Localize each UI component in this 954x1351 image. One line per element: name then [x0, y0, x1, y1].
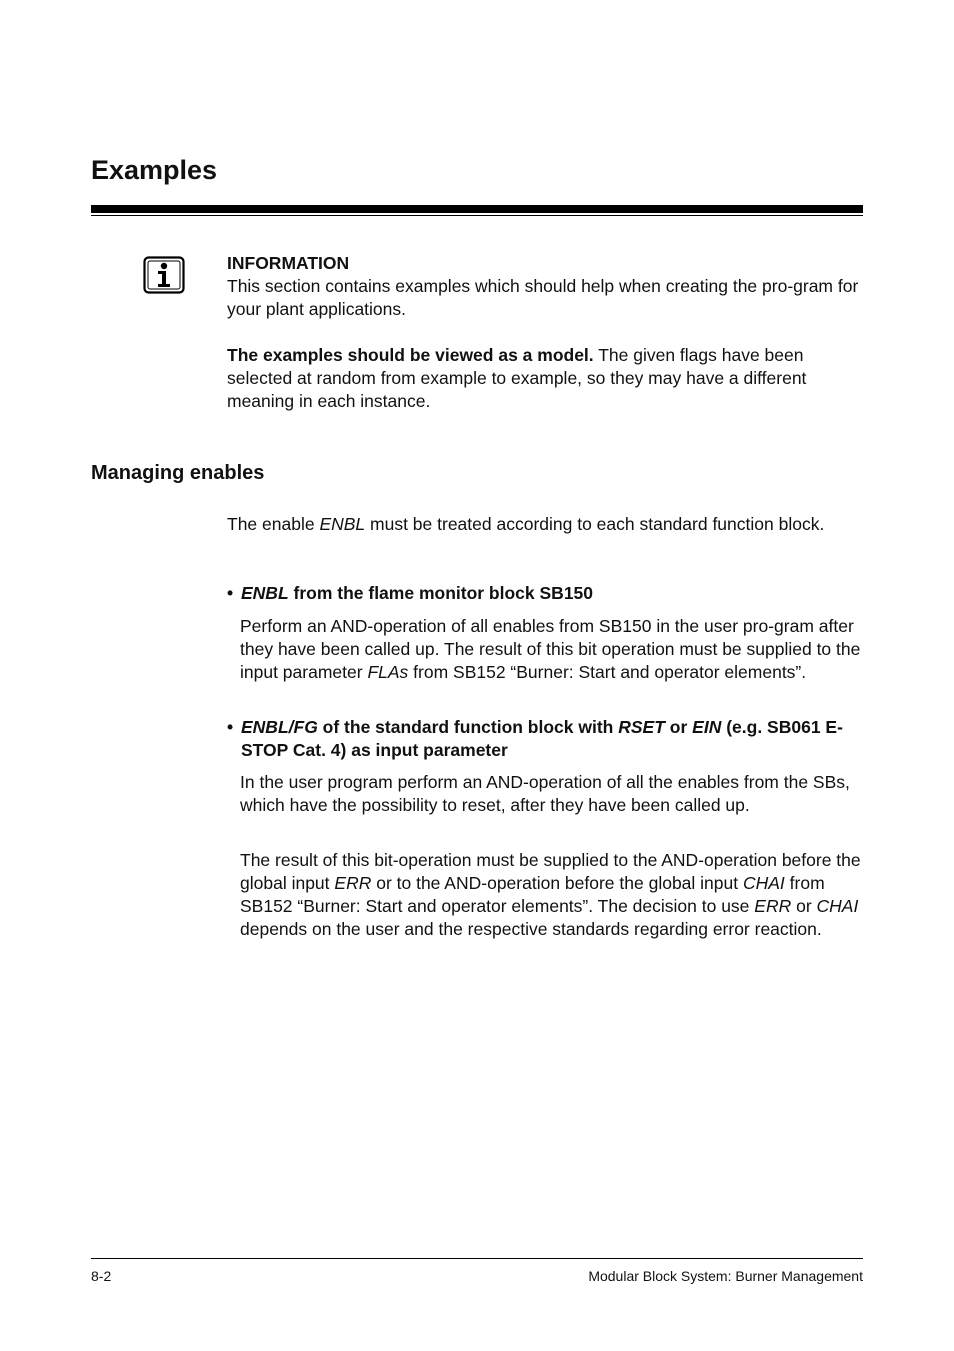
para-param: CHAI: [742, 873, 785, 893]
para-text-end: depends on the user and the respective standards regarding error reaction.: [240, 919, 822, 939]
information-text: This section contains examples which should help when creating the pro-gram for your plant applications.: [227, 276, 859, 319]
page-title: Examples: [91, 155, 218, 185]
bullet-param: RSET: [618, 717, 665, 737]
intro-param: ENBL: [319, 514, 366, 534]
bullet-text: [241, 582, 593, 605]
intro-text: The enable: [227, 514, 320, 534]
para-text: or to the AND-operation before the global input: [371, 873, 743, 893]
bullet-text: [241, 716, 857, 762]
title-rule-thick: [91, 205, 863, 213]
footer-rule: [91, 1258, 863, 1259]
bullet-label: from the flame monitor block SB150: [288, 583, 594, 603]
para-text: Perform an AND-operation of all enables from SB150 in the user pro-gram after they have been called up. The result of this bit operation must be supplied to the input parameter: [240, 616, 861, 682]
information-note-text: The given flags have been selected at random from example to example, so they may have a different meaning in each instance.: [227, 345, 807, 411]
footer-doc-title: Modular Block System: Burner Management: [588, 1268, 863, 1284]
information-heading: INFORMATION: [227, 253, 350, 273]
bullet-item-2: [227, 716, 857, 762]
paragraph-3: [240, 849, 862, 941]
section-intro: [227, 513, 847, 536]
information-note-bold: The examples should be viewed as a model.: [227, 345, 594, 365]
bullet-label: (e.g. SB061 E-STOP Cat. 4) as input parameter: [241, 717, 843, 760]
para-text-end: from SB152 “Burner: Start and operator elements”.: [408, 662, 807, 682]
intro-text-end: must be treated according to each standard function block.: [365, 514, 825, 534]
bullet-param: ENBL: [241, 583, 289, 603]
information-box: [227, 252, 867, 413]
para-param: CHAI: [816, 896, 859, 916]
footer-page-number: 8-2: [91, 1268, 112, 1284]
para-param: ERR: [334, 873, 372, 893]
bullet-param: EIN: [692, 717, 722, 737]
bullet-label: of the standard function block with: [317, 717, 619, 737]
para-param: ERR: [754, 896, 792, 916]
bullet-glyph: •: [227, 583, 234, 603]
information-note: [227, 344, 867, 413]
paragraph-1: [240, 615, 862, 684]
information-icon: [143, 256, 185, 294]
paragraph-2: In the user program perform an AND-operation of all the enables from the SBs, which have the possibility to reset, after they have been called up.: [240, 772, 850, 815]
section-heading: Managing enables: [91, 462, 265, 484]
title-rule-thin: [91, 215, 863, 216]
para-text: The result of this bit-operation must be supplied to the AND-operation before the global input: [240, 850, 861, 893]
bullet-glyph: •: [227, 717, 234, 737]
bullet-label: or: [664, 717, 693, 737]
para-param: FLAs: [367, 662, 409, 682]
para-text: or: [791, 896, 817, 916]
bullet-item-1: [227, 582, 857, 605]
para-text: from SB152 “Burner: Start and operator elements”. The decision to use: [240, 873, 825, 916]
bullet-param: ENBL/FG: [241, 717, 318, 737]
